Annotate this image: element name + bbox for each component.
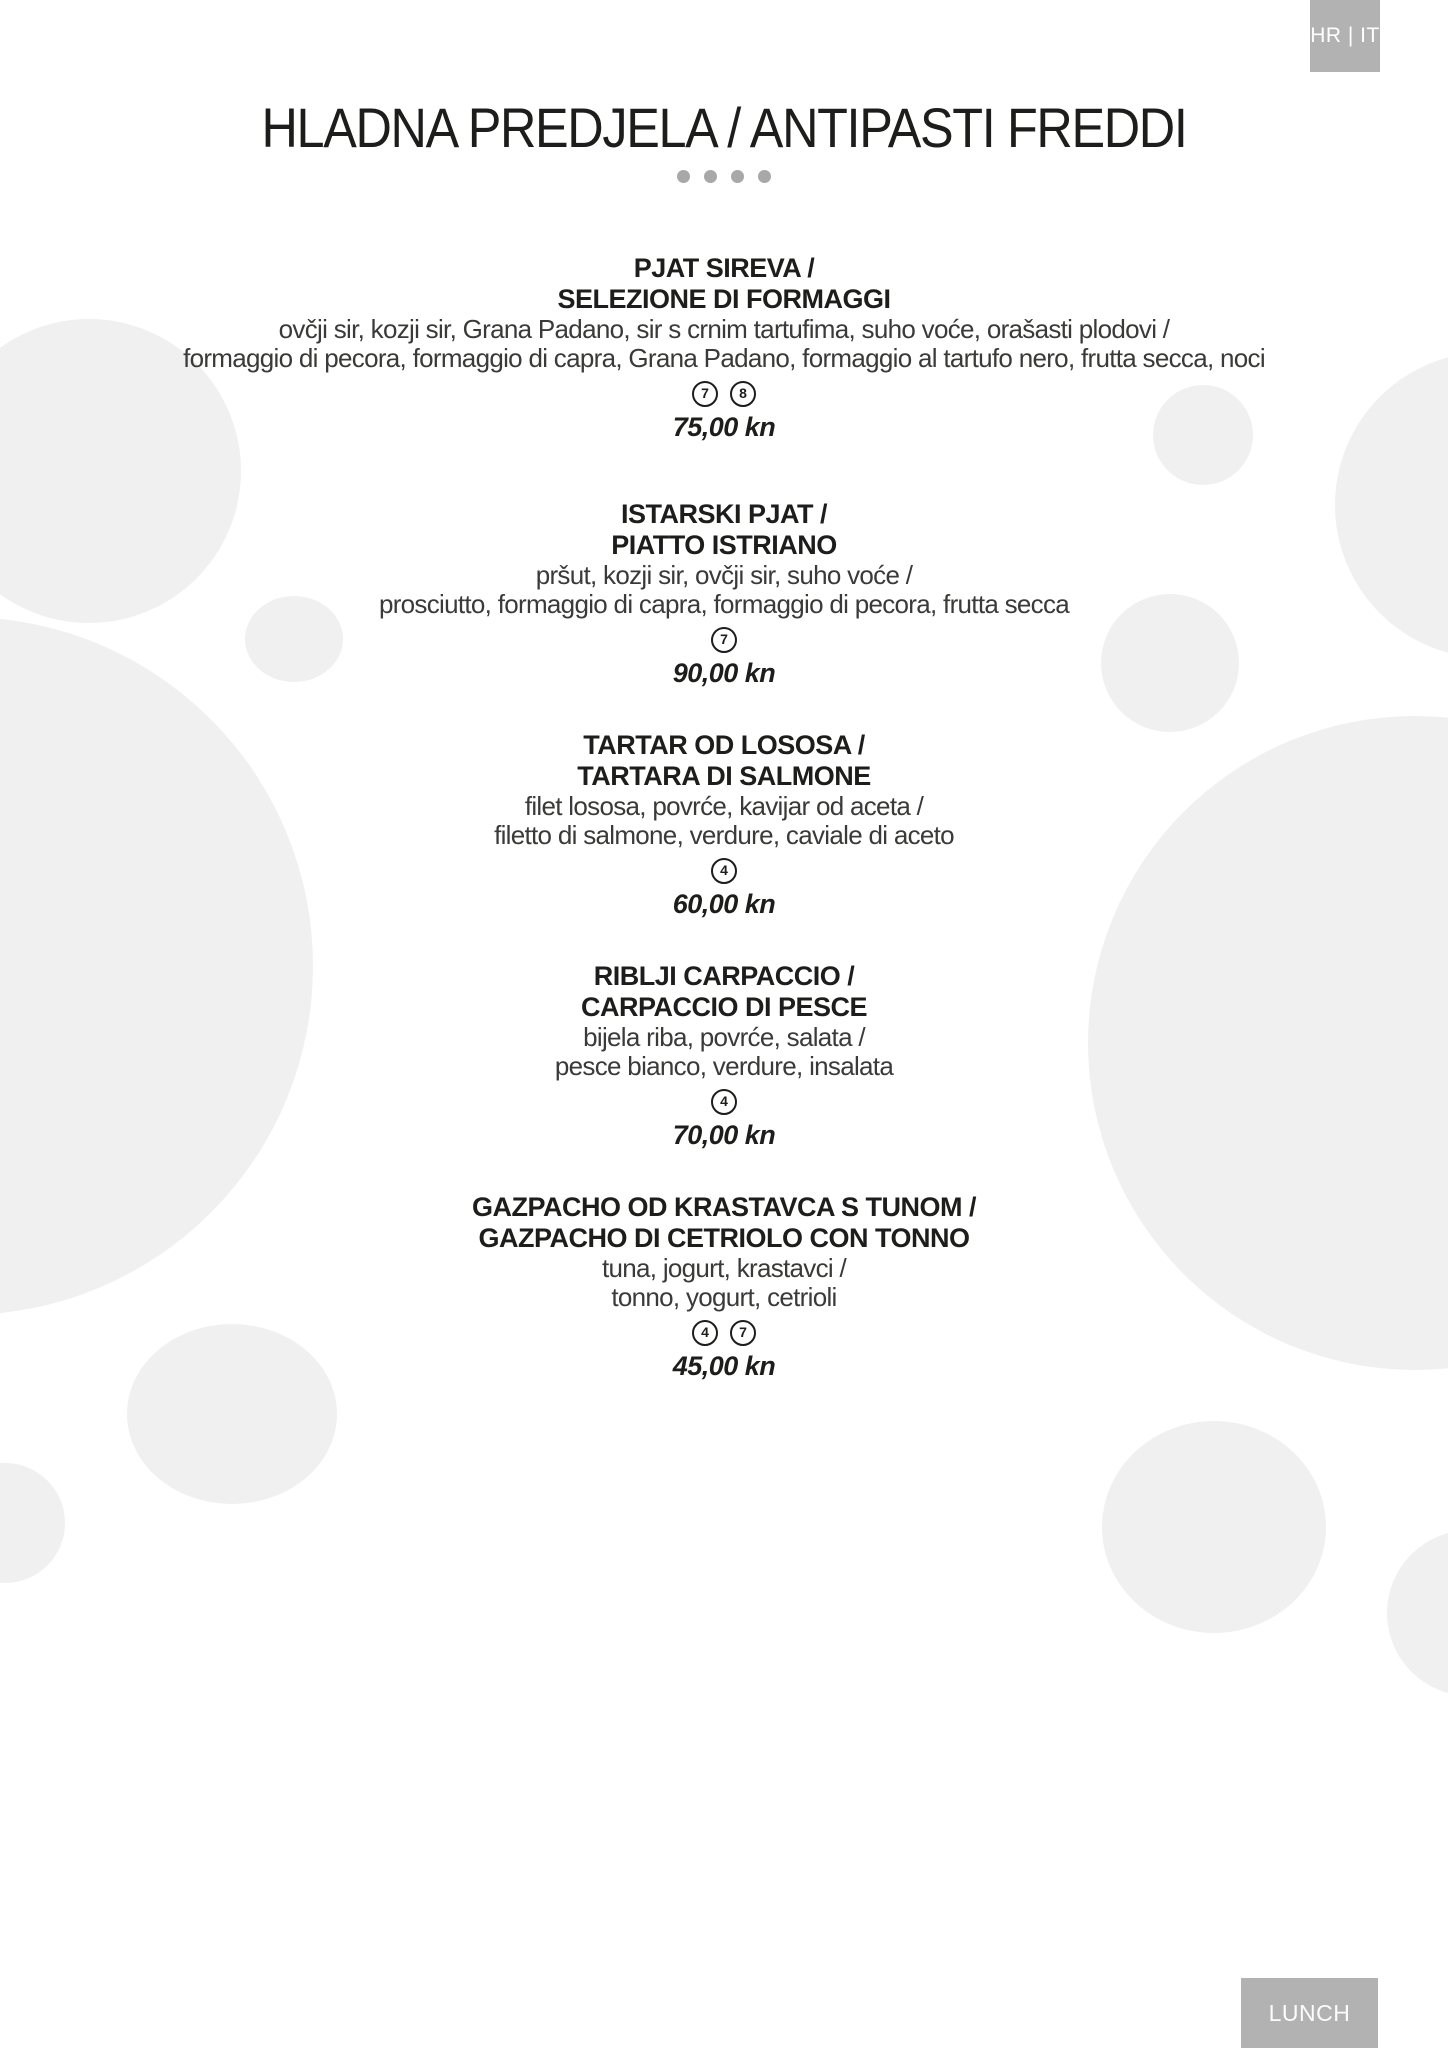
allergen-list <box>0 1319 1448 1346</box>
item-name-hr: GAZPACHO OD KRASTAVCA S TUNOM / <box>472 1192 976 1222</box>
allergen-badge: 8 <box>730 381 756 407</box>
lunch-section-badge[interactable] <box>1241 1978 1378 2048</box>
item-desc-it: pesce bianco, verdure, insalata <box>554 1051 894 1081</box>
item-desc-it: prosciutto, formaggio di capra, formaggio di pecora, frutta secca <box>378 589 1070 619</box>
item-price: 90,00 kn <box>672 658 776 688</box>
item-price: 75,00 kn <box>672 412 776 442</box>
menu-item <box>0 499 1448 730</box>
decor-circle <box>1102 1421 1326 1633</box>
item-price: 45,00 kn <box>672 1351 776 1381</box>
allergen-badge: 7 <box>711 627 737 653</box>
item-name-hr: RIBLJI CARPACCIO / <box>593 961 855 991</box>
item-desc-hr: pršut, kozji sir, ovčji sir, suho voće / <box>535 560 913 590</box>
menu-item <box>0 961 1448 1192</box>
item-desc-hr: tuna, jogurt, krastavci / <box>601 1253 847 1283</box>
allergen-badge: 7 <box>730 1320 756 1346</box>
item-name-it: PIATTO ISTRIANO <box>611 530 837 560</box>
allergen-list <box>0 380 1448 407</box>
decor-circle <box>0 1463 65 1583</box>
title-separator-dots <box>0 170 1448 186</box>
item-desc-hr: ovčji sir, kozji sir, Grana Padano, sir s crnim tartufima, suho voće, orašasti plodovi / <box>278 314 1170 344</box>
separator-dot <box>704 170 717 183</box>
separator-dot <box>677 170 690 183</box>
separator-dot <box>731 170 744 183</box>
allergen-badge: 4 <box>711 858 737 884</box>
lunch-section-label: LUNCH <box>1268 1999 1351 2026</box>
page-title: HLADNA PREDJELA / ANTIPASTI FREDDI <box>261 96 1187 159</box>
menu-item <box>0 730 1448 961</box>
item-desc-it: tonno, yogurt, cetrioli <box>611 1282 837 1312</box>
item-desc-hr: filet lososa, povrće, kavijar od aceta / <box>524 791 924 821</box>
allergen-list <box>0 1088 1448 1115</box>
item-price: 60,00 kn <box>672 889 776 919</box>
item-name-it: SELEZIONE DI FORMAGGI <box>557 284 891 314</box>
item-name-it: GAZPACHO DI CETRIOLO CON TONNO <box>478 1223 970 1253</box>
item-name-hr: TARTAR OD LOSOSA / <box>583 730 865 760</box>
item-price: 70,00 kn <box>672 1120 776 1150</box>
menu-item <box>0 1192 1448 1423</box>
allergen-list <box>0 857 1448 884</box>
separator-dot <box>758 170 771 183</box>
language-switch-label: HR | IT <box>1310 24 1380 47</box>
item-name-hr: PJAT SIREVA / <box>633 253 815 283</box>
allergen-badge: 4 <box>692 1320 718 1346</box>
item-desc-it: filetto di salmone, verdure, caviale di aceto <box>494 820 954 850</box>
allergen-list <box>0 626 1448 653</box>
item-name-it: TARTARA DI SALMONE <box>577 761 871 791</box>
menu-item <box>0 253 1448 499</box>
decor-circle <box>1387 1530 1448 1696</box>
item-name-it: CARPACCIO DI PESCE <box>580 992 868 1022</box>
allergen-badge: 7 <box>692 381 718 407</box>
allergen-badge: 4 <box>711 1089 737 1115</box>
item-desc-it: formaggio di pecora, formaggio di capra, Grana Padano, formaggio al tartufo nero, frutta secca, noci <box>183 343 1265 373</box>
item-name-hr: ISTARSKI PJAT / <box>620 499 828 529</box>
item-desc-hr: bijela riba, povrće, salata / <box>583 1022 865 1052</box>
menu-list <box>0 253 1448 1423</box>
language-switch-badge[interactable] <box>1310 0 1380 72</box>
